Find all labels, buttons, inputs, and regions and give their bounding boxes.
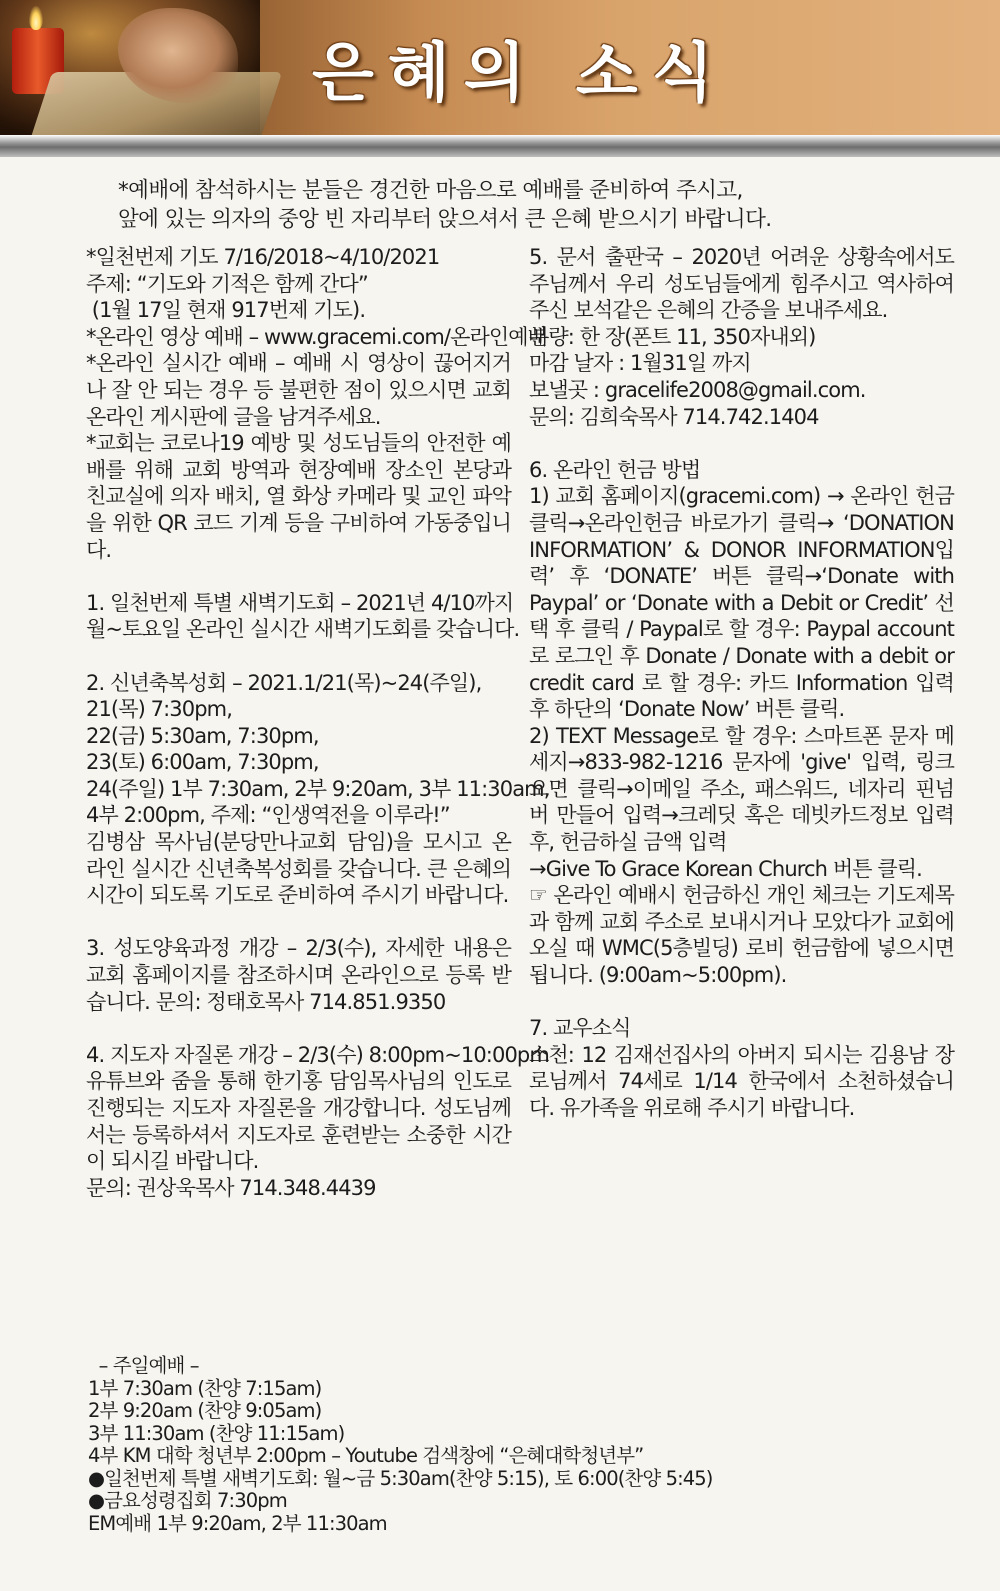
schedule-line: ●일천번제 특별 새벽기도회: 월~금 5:30am(찬양 5:15), 토 6:00(찬양 5:45) — [88, 1466, 713, 1490]
intro-line: *예배에 참석하시는 분들은 경건한 마음으로 예배를 준비하여 주시고, — [118, 178, 743, 203]
item2-schedule-line: 24(주일) 1부 7:30am, 2부 9:20am, 3부 11:30am, — [86, 776, 550, 801]
left-column — [86, 244, 550, 1201]
page-title: 은혜의 소식 — [312, 36, 728, 111]
item4-contact: 문의: 권상욱목사 714.348.4439 — [86, 1175, 376, 1200]
item2-schedule-line: 22(금) 5:30am, 7:30pm, — [86, 723, 319, 748]
schedule-heading: – 주일예배 – — [88, 1354, 199, 1377]
item6-text-steps-end: →Give To Grace Korean Church 버튼 클릭. — [529, 856, 922, 881]
header-banner — [0, 0, 1000, 135]
schedule-line: ●금요성령집회 7:30pm — [88, 1489, 287, 1512]
covid-notice: *교회는 코로나19 예방 및 성도님들의 안전한 예배를 위해 교회 방역과 현장예배 장소인 본당과 친교실에 의자 배치, 열 화상 카메라 및 교인 파악을 위한 QR 코드 기계 등을 구비하여 가동중입니다. — [86, 431, 511, 562]
item6-text-steps: 2) TEXT Message로 할 경우: 스마트폰 문자 메세지→833-982-1216 문자에 'give' 입력, 링크오면 클릭→이메일 주소, 패스워드, 네자리 핀넘버 만들어 입력→크레딧 혹은 데빗카드정보 입력 후, 헌금하실 금액 입력 — [529, 723, 954, 855]
item2-title: 2. 신년축복성회 – 2021.1/21(목)~24(주일), — [86, 670, 482, 695]
online-video-notice: *온라인 영상 예배 – www.gracemi.com/온라인예배 — [86, 324, 547, 349]
item2-body: 김병삼 목사님(분당만나교회 담임)을 모시고 온라인 실시간 신년축복성회를 갖습니다. 큰 은혜의 시간이 되도록 기도로 준비하여 주시기 바랍니다. — [86, 830, 511, 908]
worship-schedule — [88, 1355, 713, 1535]
item6-website-steps: 1) 교회 홈페이지(gracemi.com) → 온라인 헌금 클릭→온라인헌금 바로가기 클릭→ ‘DONATION INFORMATION’ & DONOR INFORMATION입력’ 후 ‘DONATE’ 버튼 클릭→‘Donate with Paypal’ or ‘Donate with a Debit or Credit’ 선택 후 클릭 / Paypal로 할 경우: Paypal account로 로그인 후 Donate / Donate with a debit or credit card 로 할 경우: 카드 Information 입력 후 하단의 ‘Donate Now’ 버튼 클릭. — [529, 484, 954, 722]
item7-body: 소천: 12 김재선집사의 아버지 되시는 김용남 장로님께서 74세로 1/14 한국에서 소천하셨습니다. 유가족을 위로해 주시기 바랍니다. — [529, 1042, 954, 1120]
item6-check-note: ☞ 온라인 예배시 헌금하신 개인 체크는 기도제목과 함께 교회 주소로 보내시거나 모았다가 교회에 오실 때 WMC(5층빌딩) 로비 헌금함에 넣으시면 됩니다. (9:00am~5:00pm). — [529, 883, 954, 988]
header-divider — [0, 135, 1000, 157]
item5-contact: 문의: 김희숙목사 714.742.1404 — [529, 404, 819, 429]
intro-notice — [118, 176, 958, 234]
item5-amount: 분량: 한 장(폰트 11, 350자내외) — [529, 324, 816, 349]
item2-schedule-line: 23(토) 6:00am, 7:30pm, — [86, 750, 319, 775]
item5-email: 보낼곳 : gracelife2008@gmail.com. — [529, 377, 866, 402]
intro-line: 앞에 있는 의자의 중앙 빈 자리부터 앉으셔서 큰 은혜 받으시기 바랍니다. — [118, 207, 772, 232]
item5-deadline: 마감 날자 : 1월31일 까지 — [529, 351, 751, 376]
item4-body: 유튜브와 줌을 통해 한기홍 담임목사님의 인도로 진행되는 지도자 자질론을 개강합니다. 성도님께서는 등록하셔서 지도자로 훈련받는 소중한 시간이 되시길 바랍니다. — [86, 1069, 511, 1174]
online-live-notice: *온라인 실시간 예배 – 예배 시 영상이 끊어지거나 잘 안 되는 경우 등 불편한 점이 있으시면 교회 온라인 게시판에 글을 남겨주세요. — [86, 351, 511, 429]
flame-icon — [29, 6, 43, 30]
item5-body: 5. 문서 출판국 – 2020년 어려운 상황속에서도 주님께서 우리 성도님들에게 힘주시고 역사하여주신 보석같은 은혜의 간증을 보내주세요. — [529, 245, 954, 323]
item4-title: 4. 지도자 자질론 개강 – 2/3(수) 8:00pm~10:00pm — [86, 1042, 549, 1067]
schedule-line: EM예배 1부 9:20am, 2부 11:30am — [88, 1511, 387, 1535]
schedule-line: 1부 7:30am (찬양 7:15am) — [88, 1376, 322, 1400]
schedule-line: 4부 KM 대학 청년부 2:00pm – Youtube 검색창에 “은혜대학청년부” — [88, 1444, 644, 1467]
item7-title: 7. 교우소식 — [529, 1016, 631, 1041]
schedule-line: 2부 9:20am (찬양 9:05am) — [88, 1399, 322, 1422]
item6-title: 6. 온라인 헌금 방법 — [529, 457, 701, 482]
prayer-theme: 주제: “기도와 기적은 함께 간다” — [86, 271, 368, 296]
prayer-count: (1월 17일 현재 917번제 기도). — [86, 298, 366, 323]
item3-body: 3. 성도양육과정 개강 – 2/3(수), 자세한 내용은 교회 홈페이지를 참조하시며 온라인으로 등록 받습니다. 문의: 정태호목사 714.851.9350 — [86, 936, 511, 1014]
item1-detail: 월~토요일 온라인 실시간 새벽기도회를 갖습니다. — [86, 617, 520, 642]
schedule-line: 3부 11:30am (찬양 11:15am) — [88, 1421, 345, 1445]
item2-theme: 4부 2:00pm, 주제: “인생역전을 이루라!” — [86, 803, 450, 828]
right-column — [529, 244, 954, 1122]
item1-title: 1. 일천번제 특별 새벽기도회 – 2021년 4/10까지 — [86, 590, 514, 615]
prayer-candle-photo — [0, 0, 260, 135]
item2-schedule-line: 21(목) 7:30pm, — [86, 697, 232, 722]
prayer-title: *일천번제 기도 7/16/2018~4/10/2021 — [86, 245, 440, 269]
